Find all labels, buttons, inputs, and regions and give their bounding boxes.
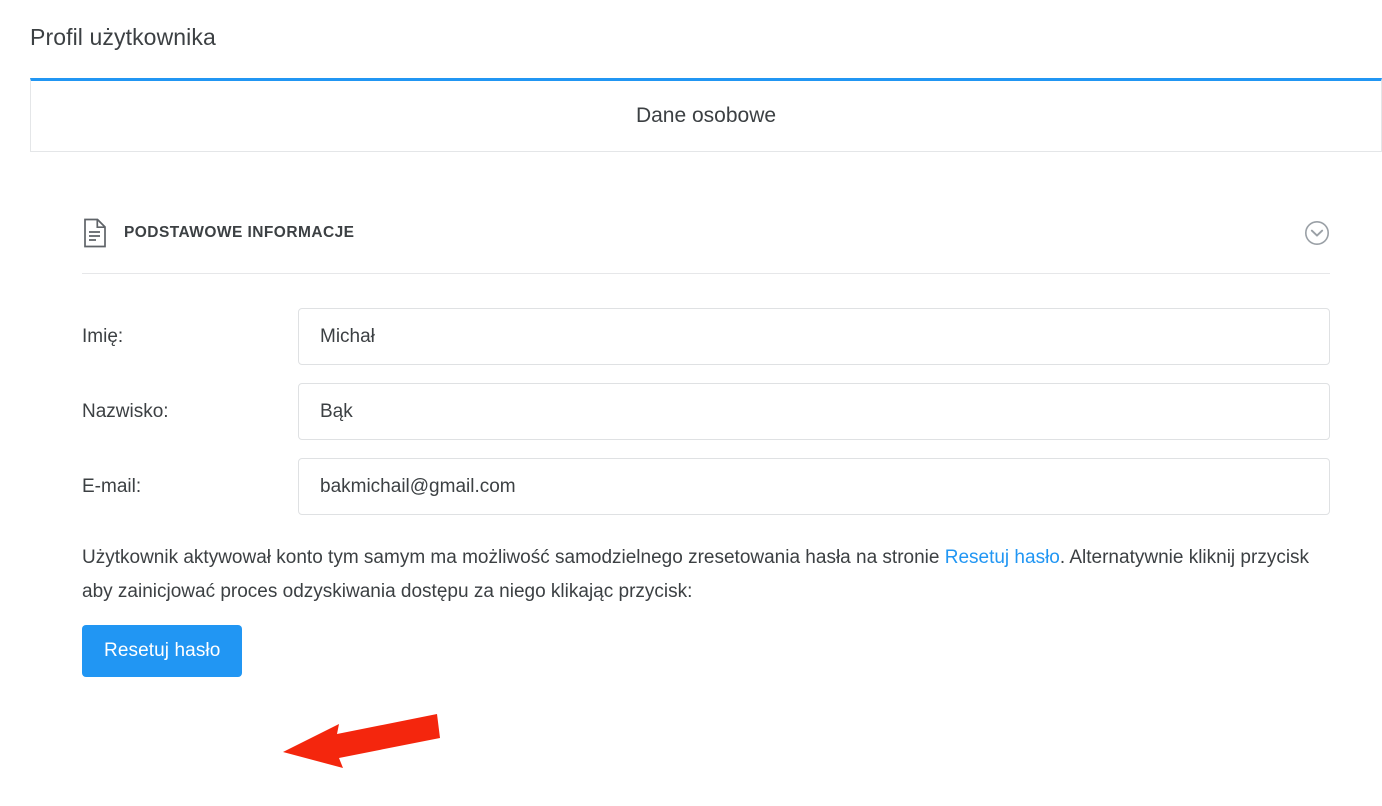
- page-title: Profil użytkownika: [30, 24, 216, 50]
- first-name-input[interactable]: [298, 308, 1330, 365]
- section-title: PODSTAWOWE INFORMACJE: [124, 224, 355, 241]
- actions-row: [30, 609, 1382, 677]
- note-text-part2: . Alternatywnie kliknij przycisk aby zainicjować proces odzyskiwania dostępu za niego klikając przycisk:: [82, 547, 1310, 602]
- reset-password-note: [30, 515, 1382, 609]
- last-name-input[interactable]: [298, 383, 1330, 440]
- section-header: [30, 212, 1382, 254]
- reset-password-button[interactable]: Resetuj hasło: [82, 625, 242, 677]
- tab-strip: [30, 78, 1382, 152]
- reset-password-link[interactable]: Resetuj hasło: [944, 547, 1060, 568]
- email-input[interactable]: [298, 458, 1330, 515]
- form-row: [82, 383, 1330, 440]
- email-label: E-mail:: [82, 475, 142, 497]
- first-name-label: Imię:: [82, 325, 124, 347]
- tab-dane-osobowe[interactable]: Dane osobowe: [635, 104, 777, 127]
- form-row: [82, 308, 1330, 365]
- card-body: [30, 152, 1382, 677]
- red-arrow-annotation: [277, 712, 442, 784]
- form-row: [82, 458, 1330, 515]
- note-text-part1: Użytkownik aktywował konto tym samym ma możliwość samodzielnego zresetowania hasła na stronie: [82, 547, 945, 568]
- last-name-label: Nazwisko:: [82, 400, 169, 422]
- chevron-down-icon[interactable]: [1304, 220, 1330, 246]
- personal-data-form: [30, 274, 1382, 515]
- document-icon: [82, 218, 108, 248]
